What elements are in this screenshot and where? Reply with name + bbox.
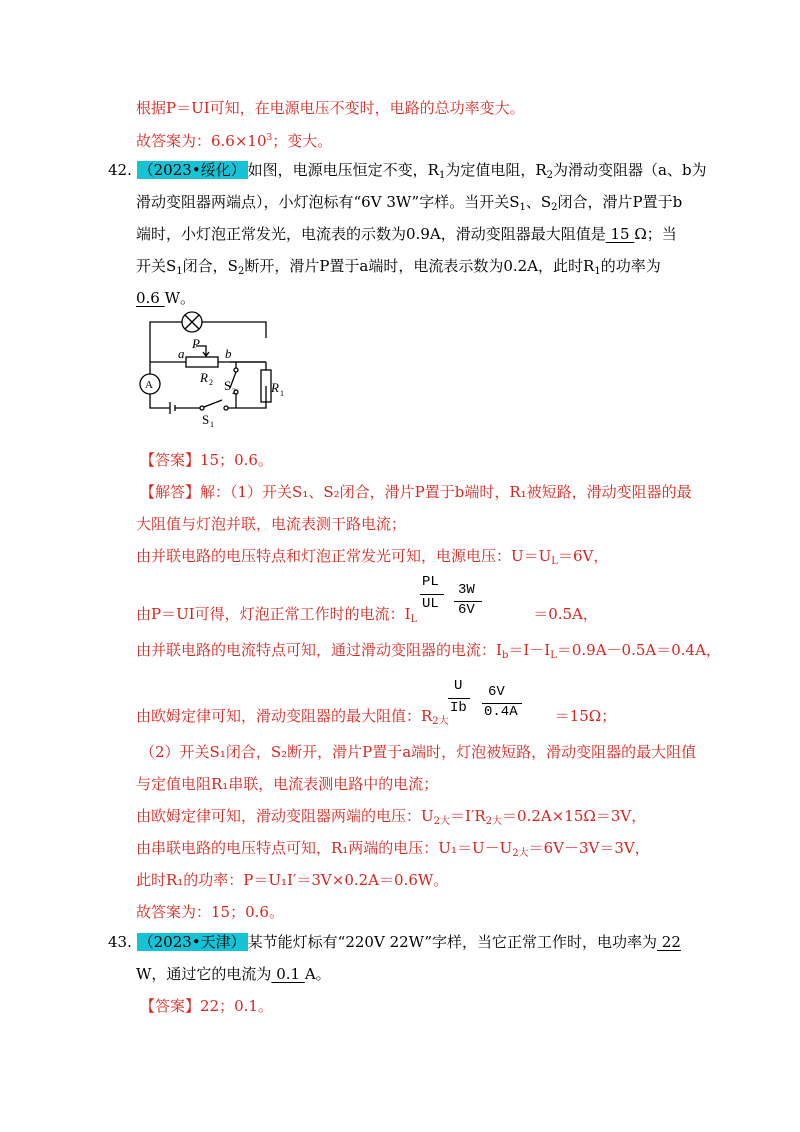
solution-line-2: 大阻值与灯泡并联，电流表测干路电流；: [136, 515, 407, 533]
answer-43: 【答案】22；0.1。: [140, 997, 273, 1015]
label-p: P: [192, 336, 200, 351]
question-43: 43. （2023•天津） 某节能灯标有“220V 22W”字样，当它正常工作时，电功率为 22: [108, 933, 681, 951]
label-s2: S: [224, 378, 232, 393]
solution-line-5: 由并联电路的电流特点可知，通过滑动变阻器的电流：$I_b=I-I_L=0.9A-0.5A=0.4A$，: [136, 641, 721, 661]
svg-text:2: 2: [209, 378, 213, 387]
intro-line-2: 故答案为：$6.6\times 10^3$；变大。: [136, 132, 333, 150]
answer-blank-2: 0.6: [136, 289, 165, 307]
fraction-pl: PL: [422, 574, 439, 590]
question-42-line-5: 0.6 W。: [136, 289, 196, 307]
solution-line-11: 此时R₁的功率：P＝U₁I′＝3V×0.2A＝0.6W。: [136, 871, 449, 889]
label-ammeter: A: [145, 379, 153, 391]
question-42-line-3: 端时，小灯泡正常发光，电流表的示数为0.9A，滑动变阻器最大阻值是 15 Ω；当: [136, 225, 677, 243]
intro-line-1: 根据P＝UI可知，在电源电压不变时，电路的总功率变大。: [136, 99, 525, 117]
svg-text:1: 1: [280, 389, 284, 398]
answer-blank-1: 22: [657, 933, 681, 951]
source-tag: （2023•天津）: [138, 933, 246, 951]
fraction-bar: [448, 698, 470, 699]
source-tag: （2023•绥化）: [138, 161, 246, 179]
question-42-line-4: 开关$S_1$闭合，$S_2$断开，滑片P置于a端时，电流表示数为0.2A，此时$R_1$的功率为: [136, 257, 661, 277]
answer-blank-2: 0.1: [271, 965, 305, 983]
resistor-r2-icon: [186, 357, 218, 367]
solution-line-7: （2）开关S₁闭合，S₂断开，滑片P置于a端时，灯泡被短路，滑动变阻器的最大阻值: [140, 743, 697, 761]
fraction-6v: 6V: [458, 602, 475, 618]
answer-42: 【答案】15；0.6。: [140, 451, 273, 469]
solution-line-8: 与定值电阻R₁串联，电流表测电路中的电流；: [136, 775, 439, 793]
svg-text:2: 2: [232, 387, 236, 396]
solution-line-6: 由欧姆定律可知，滑动变阻器的最大阻值：$R_{2大} =15\Omega$；: [136, 707, 617, 727]
solution-line-3: 由并联电路的电压特点和灯泡正常发光可知，电源电压：$U=U_L=6V$，: [136, 547, 609, 567]
fraction-bar: [420, 594, 444, 595]
fraction-04a: 0.4A: [484, 704, 518, 720]
label-b: b: [225, 346, 232, 361]
question-number: 43.: [108, 933, 132, 951]
svg-text:1: 1: [210, 420, 214, 428]
solution-line-1: 【解答】解：（1）开关S₁、S₂闭合，滑片P置于b端时，R₁被短路，滑动变阻器的最: [140, 483, 692, 501]
solution-line-4: 由P＝UI可得，灯泡正常工作时的电流：$I_L =0.5A$，: [136, 605, 598, 625]
label-r2: R: [200, 370, 208, 385]
question-42-line-2: 滑动变阻器两端点），小灯泡标有“6V 3W”字样。当开关$S_1$、$S_2$闭合，滑片P置于b: [136, 193, 683, 213]
label-a: a: [178, 346, 185, 361]
question-number: 42.: [108, 161, 132, 179]
question-43-line-2: W，通过它的电流为 0.1 A。: [136, 965, 331, 983]
label-r1: R: [271, 380, 279, 395]
fraction-u: U: [454, 678, 463, 694]
label-s1: S: [202, 412, 210, 427]
fraction-ib: Ib: [450, 700, 467, 716]
fraction-6v-b: 6V: [488, 684, 505, 700]
solution-line-12: 故答案为：15；0.6。: [136, 903, 284, 921]
answer-blank-1: 15: [605, 225, 635, 243]
solution-line-10: 由串联电路的电压特点可知，R₁两端的电压：$U_1=U-U_{2大}=6V-3V=3V$，: [136, 839, 650, 859]
circuit-diagram: [130, 308, 290, 428]
fraction-ul: UL: [422, 596, 439, 612]
fraction-3w: 3W: [458, 582, 475, 598]
question-42: 42. （2023•绥化） 如图，电源电压恒定不变，$R_1$为定值电阻，$R_2$为滑动变阻器（a、b为: [108, 161, 707, 181]
solution-line-9: 由欧姆定律可知，滑动变阻器两端的电压：$U_{2大}=I'R_{2大}=0.2A\times 15\Omega=3V$，: [136, 807, 647, 827]
